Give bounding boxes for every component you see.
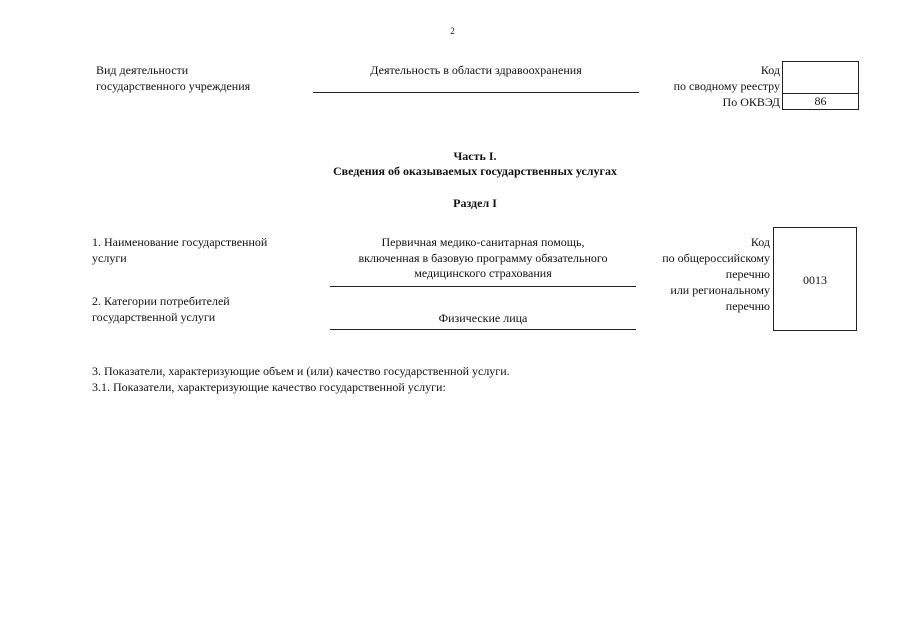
service-code-label-line2: по общероссийскому <box>662 251 770 265</box>
service-code-label-line3: перечню <box>725 267 770 281</box>
service-code-label-line5: перечню <box>725 299 770 313</box>
okved-code-box <box>782 93 859 110</box>
service-name-value-line2: включенная в базовую программу обязательного <box>358 251 608 265</box>
part-title: Часть I. <box>453 149 497 163</box>
service-name-label-line2: услуги <box>92 251 127 265</box>
indicators-line1: 3. Показатели, характеризующие объем и (или) качество государственной услуги. <box>92 364 510 378</box>
category-label-line2: государственной услуги <box>92 310 216 324</box>
section-title: Раздел I <box>453 196 497 210</box>
activity-label-line1: Вид деятельности <box>96 63 189 77</box>
page-number: 2 <box>450 26 455 36</box>
activity-label-line2: государственного учреждения <box>96 79 251 93</box>
service-name-value-line3: медицинского страхования <box>414 266 552 280</box>
indicators-line2: 3.1. Показатели, характеризующие качество государственной услуги: <box>92 380 446 394</box>
category-label-line1: 2. Категории потребителей <box>92 294 230 308</box>
okved-label: По ОКВЭД <box>722 95 780 109</box>
activity-code-label: Код <box>760 63 780 77</box>
activity-value: Деятельность в области здравоохранения <box>370 63 582 77</box>
registry-label: по сводному реестру <box>673 79 780 93</box>
part-subtitle: Сведения об оказываемых государственных услугах <box>333 164 617 178</box>
service-name-value-line1: Первичная медико-санитарная помощь, <box>381 235 585 249</box>
service-name-underline <box>330 286 636 287</box>
category-underline <box>330 329 636 330</box>
okved-code-value: 86 <box>814 94 827 108</box>
service-code-label-line1: Код <box>750 235 770 249</box>
service-code-label-line4: или региональному <box>670 283 770 297</box>
registry-code-box <box>782 61 859 94</box>
service-name-label-line1: 1. Наименование государственной <box>92 235 268 249</box>
category-value: Физические лица <box>438 311 528 325</box>
service-code-box <box>773 227 857 331</box>
service-code-value: 0013 <box>803 273 827 287</box>
activity-underline <box>313 92 639 93</box>
